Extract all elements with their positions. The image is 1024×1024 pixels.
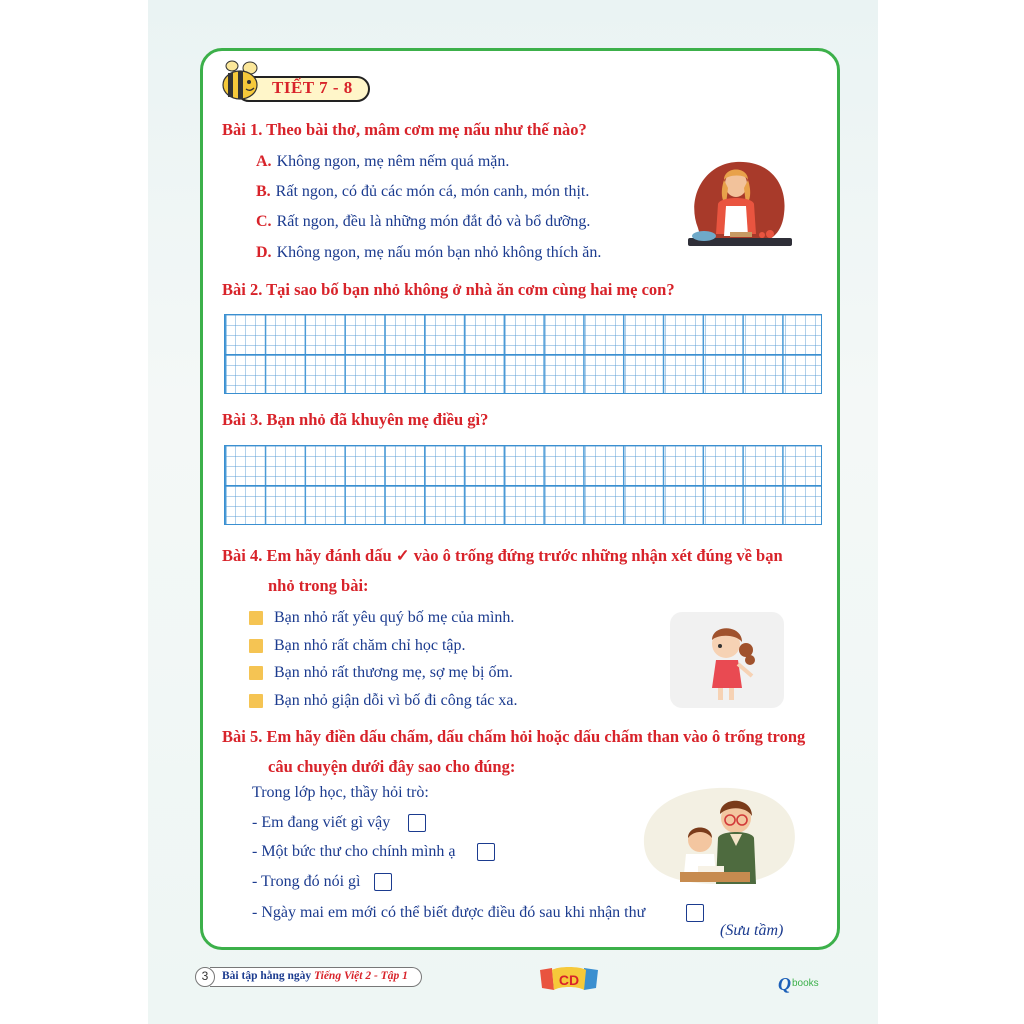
lesson-title: TIẾT 7 - 8 [272,78,353,97]
question-3: Bài 3. Bạn nhỏ đã khuyên mẹ điều gì? [222,410,489,429]
question-2: Bài 2. Tại sao bố bạn nhỏ không ở nhà ăn cơm cùng hai mẹ con? [222,280,675,299]
question-4-line-2: nhỏ trong bài: [268,576,369,595]
page-number: 3 [195,967,215,987]
question-4-line-1: Bài 4. Em hãy đánh dấu ✓ vào ô trống đứng trước những nhận xét đúng về bạn [222,546,783,565]
checkbox-2[interactable] [249,639,263,653]
punctuation-box-4[interactable] [686,904,704,922]
option-b: B. Rất ngon, có đủ các món cá, món canh, món thịt. [256,183,590,200]
option-d: D. Không ngon, mẹ nấu món bạn nhỏ không thích ăn. [256,244,602,261]
girl-illustration [670,612,784,708]
statement-4: Bạn nhỏ giận dỗi vì bố đi công tác xa. [274,692,518,709]
punctuation-box-3[interactable] [374,873,392,891]
statement-1: Bạn nhỏ rất yêu quý bố mẹ của mình. [274,609,515,626]
statement-3: Bạn nhỏ rất thương mẹ, sợ mẹ bị ốm. [274,664,513,681]
option-a: A. Không ngon, mẹ nêm nếm quá mặn. [256,153,510,170]
mother-cooking-illustration [684,158,796,256]
question-5-line-2: câu chuyện dưới đây sao cho đúng: [268,757,516,776]
story-line-2: - Một bức thư cho chính mình ạ [252,843,456,860]
footer-book-title: Bài tập hằng ngày Tiếng Việt 2 - Tập 1 [222,970,408,982]
checkbox-1[interactable] [249,611,263,625]
svg-text:CD: CD [558,972,580,988]
svg-text:books: books [792,978,819,989]
punctuation-box-2[interactable] [477,843,495,861]
checkbox-3[interactable] [249,666,263,680]
story-line-3: - Trong đó nói gì [252,873,361,890]
cd-logo-icon [538,964,600,994]
bee-icon [218,58,264,104]
story-intro: Trong lớp học, thầy hỏi trò: [252,784,429,801]
svg-text:Q: Q [778,974,791,994]
teacher-student-illustration [640,784,800,888]
story-line-4: - Ngày mai em mới có thể biết được điều đó sau khi nhận thư [252,904,646,921]
statement-2: Bạn nhỏ rất chăm chỉ học tập. [274,637,466,654]
story-line-1: - Em đang viết gì vậy [252,814,391,831]
qbooks-logo-icon [776,966,840,996]
writing-grid-2[interactable] [224,314,822,394]
punctuation-box-1[interactable] [408,814,426,832]
question-5-line-1: Bài 5. Em hãy điền dấu chấm, dấu chấm hỏi hoặc dấu chấm than vào ô trống trong [222,727,806,746]
checkbox-4[interactable] [249,694,263,708]
question-1: Bài 1. Theo bài thơ, mâm cơm mẹ nấu như thế nào? [222,120,587,139]
writing-grid-3[interactable] [224,445,822,525]
source-note: (Sưu tầm) [720,922,784,939]
option-c: C. Rất ngon, đều là những món đắt đỏ và bổ dưỡng. [256,213,591,230]
